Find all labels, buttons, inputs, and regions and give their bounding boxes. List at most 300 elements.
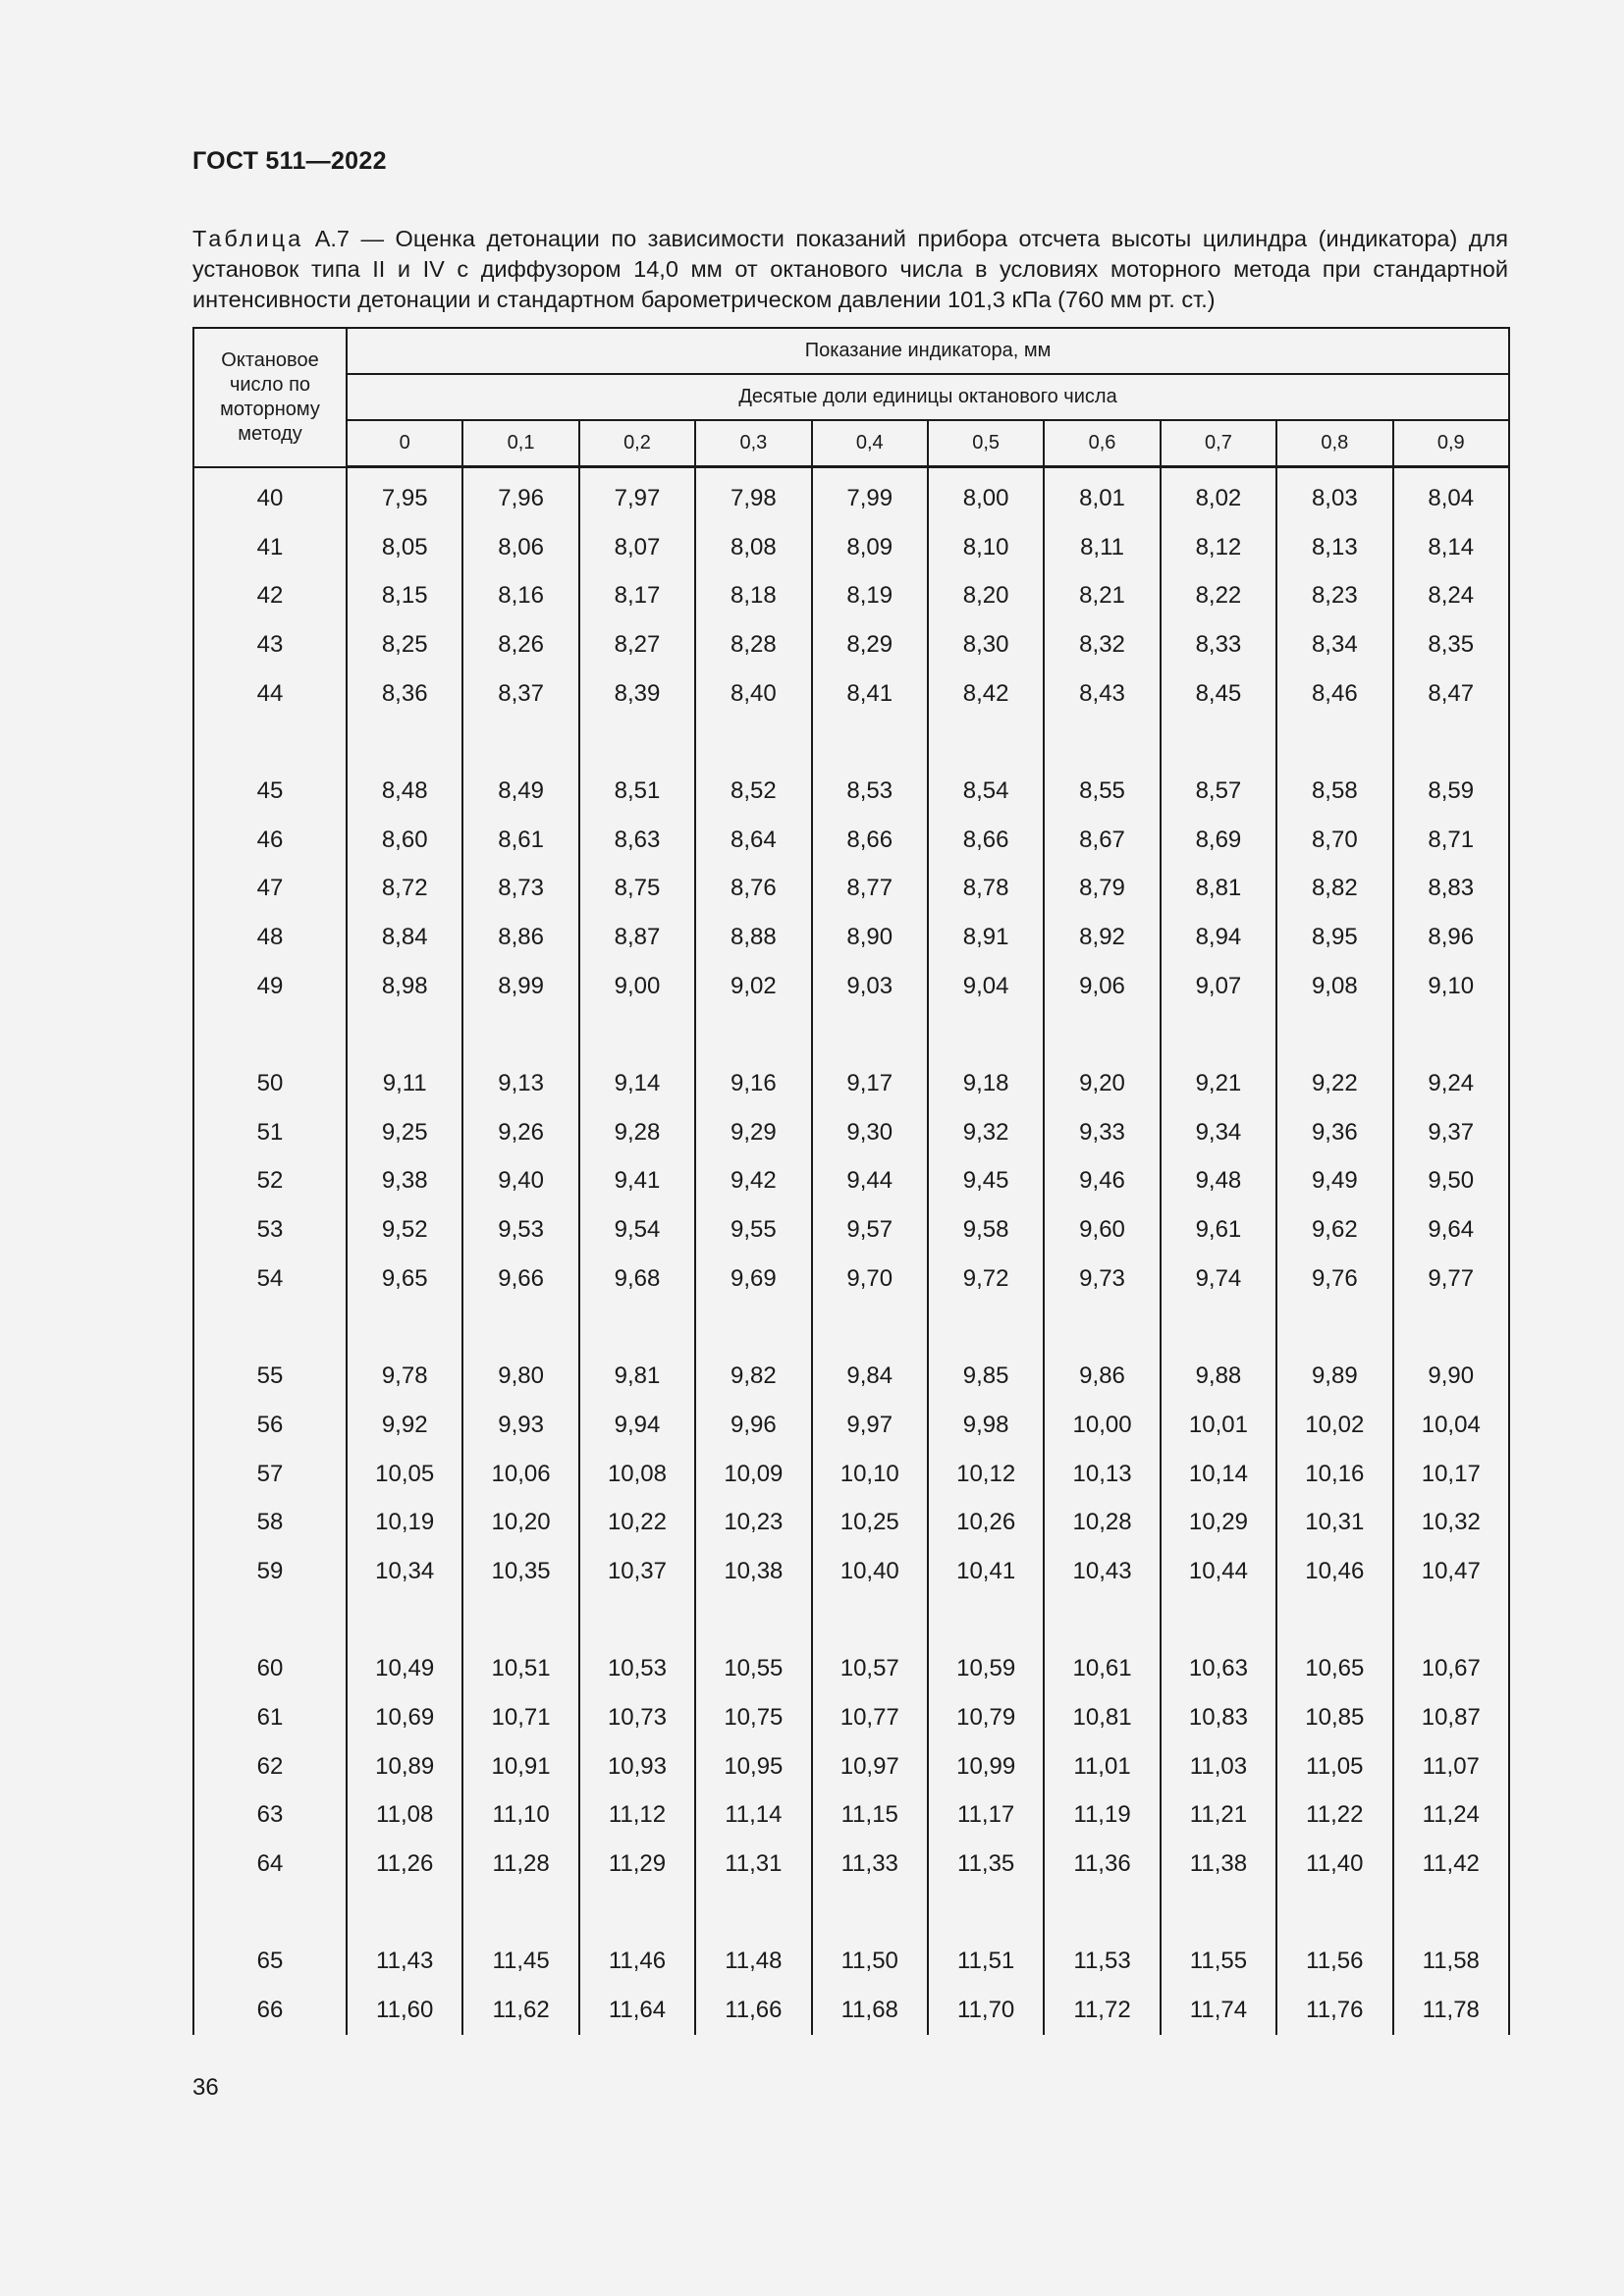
indicator-value-cell: 10,51 <box>462 1645 578 1694</box>
indicator-value-cell: 8,01 <box>1044 467 1160 523</box>
indicator-value-cell: 8,26 <box>462 620 578 669</box>
indicator-value-cell: 10,69 <box>347 1693 462 1742</box>
indicator-value-cell: 8,54 <box>928 767 1044 816</box>
indicator-value-cell: 8,11 <box>1044 523 1160 572</box>
octane-number-cell: 65 <box>193 1938 347 1987</box>
group-spacer-row <box>193 1596 1509 1645</box>
indicator-value-cell: 8,32 <box>1044 620 1160 669</box>
indicator-value-cell: 9,85 <box>928 1352 1044 1401</box>
indicator-value-cell: 8,05 <box>347 523 462 572</box>
table-row <box>193 669 1509 719</box>
indicator-value-cell: 9,64 <box>1393 1205 1510 1255</box>
indicator-value-cell: 8,41 <box>812 669 928 719</box>
indicator-value-cell: 9,53 <box>462 1205 578 1255</box>
indicator-value-cell: 9,18 <box>928 1059 1044 1108</box>
column-header: 0,4 <box>812 420 928 467</box>
indicator-value-cell: 8,42 <box>928 669 1044 719</box>
indicator-value-cell: 8,98 <box>347 962 462 1011</box>
indicator-value-cell: 8,88 <box>695 913 811 962</box>
indicator-value-cell: 9,82 <box>695 1352 811 1401</box>
indicator-value-cell: 8,60 <box>347 816 462 865</box>
indicator-value-cell: 11,24 <box>1393 1791 1510 1841</box>
indicator-value-cell: 9,14 <box>579 1059 695 1108</box>
group-spacer-row <box>193 1011 1509 1060</box>
indicator-value-cell: 11,51 <box>928 1938 1044 1987</box>
indicator-value-cell: 11,17 <box>928 1791 1044 1841</box>
octane-number-cell: 53 <box>193 1205 347 1255</box>
indicator-value-cell: 10,00 <box>1044 1401 1160 1450</box>
octane-number-cell: 48 <box>193 913 347 962</box>
indicator-value-cell: 8,71 <box>1393 816 1510 865</box>
table-row <box>193 767 1509 816</box>
indicator-value-cell: 11,26 <box>347 1840 462 1889</box>
indicator-value-cell: 11,58 <box>1393 1938 1510 1987</box>
table-row <box>193 1157 1509 1206</box>
indicator-value-cell: 10,22 <box>579 1498 695 1547</box>
indicator-value-cell: 8,24 <box>1393 571 1510 620</box>
indicator-value-cell: 11,22 <box>1276 1791 1392 1841</box>
indicator-value-cell: 11,08 <box>347 1791 462 1841</box>
table-row <box>193 865 1509 914</box>
indicator-value-cell: 9,21 <box>1161 1059 1276 1108</box>
octane-number-cell: 63 <box>193 1791 347 1841</box>
column-header: 0 <box>347 420 462 467</box>
indicator-value-cell: 11,29 <box>579 1840 695 1889</box>
indicator-value-cell: 10,09 <box>695 1450 811 1499</box>
indicator-value-cell: 8,59 <box>1393 767 1510 816</box>
indicator-value-cell: 8,91 <box>928 913 1044 962</box>
indicator-value-cell: 9,29 <box>695 1108 811 1157</box>
indicator-value-cell: 8,87 <box>579 913 695 962</box>
indicator-value-cell: 10,63 <box>1161 1645 1276 1694</box>
indicator-value-cell: 10,81 <box>1044 1693 1160 1742</box>
indicator-value-cell: 8,09 <box>812 523 928 572</box>
indicator-value-cell: 8,82 <box>1276 865 1392 914</box>
indicator-value-cell: 10,35 <box>462 1547 578 1596</box>
indicator-value-cell: 8,64 <box>695 816 811 865</box>
page-number: 36 <box>192 2074 219 2101</box>
indicator-value-cell: 7,96 <box>462 467 578 523</box>
indicator-value-cell: 9,62 <box>1276 1205 1392 1255</box>
indicator-value-cell: 9,57 <box>812 1205 928 1255</box>
indicator-value-cell: 11,45 <box>462 1938 578 1987</box>
indicator-value-cell: 8,21 <box>1044 571 1160 620</box>
indicator-value-cell: 9,78 <box>347 1352 462 1401</box>
indicator-value-cell: 9,69 <box>695 1255 811 1304</box>
octane-number-cell: 46 <box>193 816 347 865</box>
indicator-value-cell: 11,33 <box>812 1840 928 1889</box>
indicator-value-cell: 11,12 <box>579 1791 695 1841</box>
column-header: 0,7 <box>1161 420 1276 467</box>
indicator-value-cell: 9,07 <box>1161 962 1276 1011</box>
indicator-value-cell: 9,02 <box>695 962 811 1011</box>
indicator-value-cell: 11,21 <box>1161 1791 1276 1841</box>
indicator-value-cell: 8,70 <box>1276 816 1392 865</box>
table-row <box>193 1693 1509 1742</box>
indicator-value-cell: 8,04 <box>1393 467 1510 523</box>
indicator-value-cell: 8,53 <box>812 767 928 816</box>
indicator-value-cell: 9,42 <box>695 1157 811 1206</box>
indicator-value-cell: 10,26 <box>928 1498 1044 1547</box>
indicator-value-cell: 10,29 <box>1161 1498 1276 1547</box>
table-row <box>193 1986 1509 2035</box>
indicator-value-cell: 9,11 <box>347 1059 462 1108</box>
indicator-reading-header: Показание индикатора, мм <box>347 328 1509 374</box>
column-header: 0,3 <box>695 420 811 467</box>
indicator-value-cell: 8,36 <box>347 669 462 719</box>
indicator-value-cell: 8,03 <box>1276 467 1392 523</box>
indicator-value-cell: 9,73 <box>1044 1255 1160 1304</box>
indicator-value-cell: 7,97 <box>579 467 695 523</box>
table-row <box>193 571 1509 620</box>
indicator-value-cell: 8,67 <box>1044 816 1160 865</box>
indicator-value-cell: 9,37 <box>1393 1108 1510 1157</box>
table-row <box>193 913 1509 962</box>
table-row <box>193 1450 1509 1499</box>
indicator-value-cell: 8,25 <box>347 620 462 669</box>
indicator-value-cell: 9,68 <box>579 1255 695 1304</box>
indicator-value-cell: 10,47 <box>1393 1547 1510 1596</box>
indicator-value-cell: 9,40 <box>462 1157 578 1206</box>
indicator-value-cell: 10,13 <box>1044 1450 1160 1499</box>
indicator-value-cell: 8,78 <box>928 865 1044 914</box>
indicator-value-cell: 10,28 <box>1044 1498 1160 1547</box>
indicator-value-cell: 8,15 <box>347 571 462 620</box>
indicator-value-cell: 8,13 <box>1276 523 1392 572</box>
indicator-value-cell: 9,50 <box>1393 1157 1510 1206</box>
indicator-value-cell: 10,05 <box>347 1450 462 1499</box>
indicator-value-cell: 8,12 <box>1161 523 1276 572</box>
indicator-value-cell: 11,55 <box>1161 1938 1276 1987</box>
octane-number-cell: 66 <box>193 1986 347 2035</box>
indicator-value-cell: 8,55 <box>1044 767 1160 816</box>
indicator-value-cell: 9,46 <box>1044 1157 1160 1206</box>
indicator-value-cell: 8,16 <box>462 571 578 620</box>
indicator-value-cell: 11,15 <box>812 1791 928 1841</box>
indicator-value-cell: 9,93 <box>462 1401 578 1450</box>
indicator-value-cell: 11,66 <box>695 1986 811 2035</box>
indicator-value-cell: 11,35 <box>928 1840 1044 1889</box>
octane-number-cell: 61 <box>193 1693 347 1742</box>
column-header: 0,9 <box>1393 420 1510 467</box>
indicator-value-cell: 9,17 <box>812 1059 928 1108</box>
indicator-value-cell: 11,40 <box>1276 1840 1392 1889</box>
indicator-value-cell: 11,60 <box>347 1986 462 2035</box>
indicator-value-cell: 11,74 <box>1161 1986 1276 2035</box>
indicator-value-cell: 11,62 <box>462 1986 578 2035</box>
indicator-value-cell: 9,41 <box>579 1157 695 1206</box>
octane-number-cell: 51 <box>193 1108 347 1157</box>
indicator-value-cell: 8,58 <box>1276 767 1392 816</box>
indicator-value-cell: 8,96 <box>1393 913 1510 962</box>
indicator-value-cell: 8,02 <box>1161 467 1276 523</box>
indicator-value-cell: 8,47 <box>1393 669 1510 719</box>
indicator-value-cell: 10,46 <box>1276 1547 1392 1596</box>
column-header: 0,6 <box>1044 420 1160 467</box>
indicator-value-cell: 9,96 <box>695 1401 811 1450</box>
indicator-value-cell: 10,16 <box>1276 1450 1392 1499</box>
indicator-value-cell: 8,28 <box>695 620 811 669</box>
indicator-value-cell: 11,70 <box>928 1986 1044 2035</box>
indicator-value-cell: 8,49 <box>462 767 578 816</box>
indicator-value-cell: 9,48 <box>1161 1157 1276 1206</box>
indicator-value-cell: 9,36 <box>1276 1108 1392 1157</box>
indicator-value-cell: 11,53 <box>1044 1938 1160 1987</box>
indicator-value-cell: 9,74 <box>1161 1255 1276 1304</box>
indicator-value-cell: 9,80 <box>462 1352 578 1401</box>
octane-number-cell: 57 <box>193 1450 347 1499</box>
indicator-value-cell: 8,23 <box>1276 571 1392 620</box>
indicator-value-cell: 8,30 <box>928 620 1044 669</box>
indicator-value-cell: 11,14 <box>695 1791 811 1841</box>
indicator-value-cell: 10,32 <box>1393 1498 1510 1547</box>
indicator-value-cell: 8,76 <box>695 865 811 914</box>
indicator-value-cell: 9,22 <box>1276 1059 1392 1108</box>
indicator-value-cell: 9,28 <box>579 1108 695 1157</box>
indicator-value-cell: 9,94 <box>579 1401 695 1450</box>
indicator-value-cell: 10,99 <box>928 1742 1044 1791</box>
table-row <box>193 962 1509 1011</box>
table-row <box>193 1059 1509 1108</box>
table-row <box>193 1352 1509 1401</box>
group-spacer-row <box>193 1889 1509 1938</box>
octane-number-header: Октановое число по моторному методу <box>193 328 347 467</box>
indicator-value-cell: 10,49 <box>347 1645 462 1694</box>
indicator-value-cell: 8,33 <box>1161 620 1276 669</box>
indicator-value-cell: 8,22 <box>1161 571 1276 620</box>
octane-number-cell: 55 <box>193 1352 347 1401</box>
indicator-value-cell: 10,59 <box>928 1645 1044 1694</box>
indicator-value-cell: 10,91 <box>462 1742 578 1791</box>
indicator-value-cell: 11,48 <box>695 1938 811 1987</box>
indicator-value-cell: 10,34 <box>347 1547 462 1596</box>
indicator-value-cell: 10,19 <box>347 1498 462 1547</box>
indicator-value-cell: 10,85 <box>1276 1693 1392 1742</box>
indicator-value-cell: 10,37 <box>579 1547 695 1596</box>
indicator-value-cell: 9,00 <box>579 962 695 1011</box>
indicator-value-cell: 8,81 <box>1161 865 1276 914</box>
indicator-value-cell: 9,44 <box>812 1157 928 1206</box>
detonation-table <box>192 327 1510 2035</box>
octane-number-cell: 59 <box>193 1547 347 1596</box>
indicator-value-cell: 10,20 <box>462 1498 578 1547</box>
indicator-value-cell: 9,89 <box>1276 1352 1392 1401</box>
octane-number-cell: 62 <box>193 1742 347 1791</box>
indicator-value-cell: 8,43 <box>1044 669 1160 719</box>
indicator-value-cell: 9,06 <box>1044 962 1160 1011</box>
indicator-value-cell: 9,97 <box>812 1401 928 1450</box>
indicator-value-cell: 8,52 <box>695 767 811 816</box>
table-row <box>193 523 1509 572</box>
octane-number-cell: 47 <box>193 865 347 914</box>
indicator-value-cell: 7,99 <box>812 467 928 523</box>
indicator-value-cell: 10,73 <box>579 1693 695 1742</box>
indicator-value-cell: 8,95 <box>1276 913 1392 962</box>
indicator-value-cell: 9,25 <box>347 1108 462 1157</box>
table-row <box>193 1840 1509 1889</box>
indicator-value-cell: 10,61 <box>1044 1645 1160 1694</box>
indicator-value-cell: 8,79 <box>1044 865 1160 914</box>
indicator-value-cell: 10,57 <box>812 1645 928 1694</box>
indicator-value-cell: 9,60 <box>1044 1205 1160 1255</box>
indicator-value-cell: 8,19 <box>812 571 928 620</box>
indicator-value-cell: 8,73 <box>462 865 578 914</box>
indicator-value-cell: 9,03 <box>812 962 928 1011</box>
indicator-value-cell: 8,17 <box>579 571 695 620</box>
indicator-value-cell: 9,77 <box>1393 1255 1510 1304</box>
octane-number-cell: 52 <box>193 1157 347 1206</box>
octane-number-cell: 60 <box>193 1645 347 1694</box>
indicator-value-cell: 11,07 <box>1393 1742 1510 1791</box>
indicator-value-cell: 9,66 <box>462 1255 578 1304</box>
indicator-value-cell: 8,51 <box>579 767 695 816</box>
column-header: 0,5 <box>928 420 1044 467</box>
indicator-value-cell: 10,14 <box>1161 1450 1276 1499</box>
indicator-value-cell: 10,17 <box>1393 1450 1510 1499</box>
indicator-value-cell: 10,40 <box>812 1547 928 1596</box>
indicator-value-cell: 9,13 <box>462 1059 578 1108</box>
indicator-value-cell: 10,25 <box>812 1498 928 1547</box>
table-row <box>193 1547 1509 1596</box>
indicator-value-cell: 9,49 <box>1276 1157 1392 1206</box>
indicator-value-cell: 8,92 <box>1044 913 1160 962</box>
indicator-value-cell: 9,08 <box>1276 962 1392 1011</box>
indicator-value-cell: 8,61 <box>462 816 578 865</box>
indicator-value-cell: 8,06 <box>462 523 578 572</box>
indicator-value-cell: 10,04 <box>1393 1401 1510 1450</box>
octane-number-cell: 64 <box>193 1840 347 1889</box>
indicator-value-cell: 11,19 <box>1044 1791 1160 1841</box>
table-row <box>193 1205 1509 1255</box>
indicator-value-cell: 10,43 <box>1044 1547 1160 1596</box>
indicator-value-cell: 10,06 <box>462 1450 578 1499</box>
indicator-value-cell: 9,65 <box>347 1255 462 1304</box>
indicator-value-cell: 9,38 <box>347 1157 462 1206</box>
indicator-value-cell: 9,58 <box>928 1205 1044 1255</box>
indicator-value-cell: 8,40 <box>695 669 811 719</box>
table-row <box>193 1645 1509 1694</box>
table-row <box>193 1498 1509 1547</box>
indicator-value-cell: 8,63 <box>579 816 695 865</box>
octane-number-cell: 45 <box>193 767 347 816</box>
indicator-value-cell: 8,66 <box>812 816 928 865</box>
indicator-value-cell: 8,20 <box>928 571 1044 620</box>
indicator-value-cell: 10,23 <box>695 1498 811 1547</box>
octane-number-cell: 40 <box>193 467 347 523</box>
indicator-value-cell: 8,75 <box>579 865 695 914</box>
indicator-value-cell: 8,83 <box>1393 865 1510 914</box>
indicator-value-cell: 9,26 <box>462 1108 578 1157</box>
octane-number-cell: 49 <box>193 962 347 1011</box>
indicator-value-cell: 11,43 <box>347 1938 462 1987</box>
indicator-value-cell: 9,24 <box>1393 1059 1510 1108</box>
octane-number-cell: 41 <box>193 523 347 572</box>
octane-number-cell: 42 <box>193 571 347 620</box>
indicator-value-cell: 10,89 <box>347 1742 462 1791</box>
indicator-value-cell: 9,98 <box>928 1401 1044 1450</box>
indicator-value-cell: 9,86 <box>1044 1352 1160 1401</box>
indicator-value-cell: 10,79 <box>928 1693 1044 1742</box>
column-header: 0,2 <box>579 420 695 467</box>
octane-number-cell: 50 <box>193 1059 347 1108</box>
indicator-value-cell: 10,55 <box>695 1645 811 1694</box>
table-row <box>193 1401 1509 1450</box>
indicator-value-cell: 8,57 <box>1161 767 1276 816</box>
indicator-value-cell: 11,42 <box>1393 1840 1510 1889</box>
column-header: 0,1 <box>462 420 578 467</box>
octane-number-cell: 56 <box>193 1401 347 1450</box>
column-header: 0,8 <box>1276 420 1392 467</box>
indicator-value-cell: 9,76 <box>1276 1255 1392 1304</box>
indicator-value-cell: 10,01 <box>1161 1401 1276 1450</box>
indicator-value-cell: 9,81 <box>579 1352 695 1401</box>
indicator-value-cell: 11,72 <box>1044 1986 1160 2035</box>
indicator-value-cell: 10,67 <box>1393 1645 1510 1694</box>
table-row <box>193 1108 1509 1157</box>
indicator-value-cell: 8,77 <box>812 865 928 914</box>
indicator-value-cell: 8,84 <box>347 913 462 962</box>
table-row <box>193 1791 1509 1841</box>
indicator-value-cell: 9,88 <box>1161 1352 1276 1401</box>
indicator-value-cell: 8,69 <box>1161 816 1276 865</box>
indicator-value-cell: 9,55 <box>695 1205 811 1255</box>
indicator-value-cell: 10,83 <box>1161 1693 1276 1742</box>
indicator-value-cell: 9,61 <box>1161 1205 1276 1255</box>
indicator-value-cell: 8,29 <box>812 620 928 669</box>
indicator-value-cell: 10,38 <box>695 1547 811 1596</box>
indicator-value-cell: 9,33 <box>1044 1108 1160 1157</box>
indicator-value-cell: 10,95 <box>695 1742 811 1791</box>
indicator-value-cell: 9,10 <box>1393 962 1510 1011</box>
indicator-value-cell: 10,65 <box>1276 1645 1392 1694</box>
table-row <box>193 1938 1509 1987</box>
indicator-value-cell: 9,32 <box>928 1108 1044 1157</box>
indicator-value-cell: 11,50 <box>812 1938 928 1987</box>
table-caption <box>192 224 1508 315</box>
indicator-value-cell: 9,20 <box>1044 1059 1160 1108</box>
indicator-value-cell: 11,36 <box>1044 1840 1160 1889</box>
indicator-value-cell: 10,12 <box>928 1450 1044 1499</box>
octane-number-cell: 54 <box>193 1255 347 1304</box>
table-row <box>193 1742 1509 1791</box>
indicator-value-cell: 8,34 <box>1276 620 1392 669</box>
indicator-value-cell: 11,76 <box>1276 1986 1392 2035</box>
indicator-value-cell: 8,07 <box>579 523 695 572</box>
indicator-value-cell: 11,05 <box>1276 1742 1392 1791</box>
indicator-value-cell: 9,04 <box>928 962 1044 1011</box>
indicator-value-cell: 10,75 <box>695 1693 811 1742</box>
indicator-value-cell: 11,68 <box>812 1986 928 2035</box>
indicator-value-cell: 10,71 <box>462 1693 578 1742</box>
indicator-value-cell: 8,10 <box>928 523 1044 572</box>
indicator-value-cell: 10,44 <box>1161 1547 1276 1596</box>
indicator-value-cell: 8,27 <box>579 620 695 669</box>
indicator-value-cell: 8,66 <box>928 816 1044 865</box>
indicator-value-cell: 8,37 <box>462 669 578 719</box>
table-row <box>193 816 1509 865</box>
indicator-value-cell: 10,93 <box>579 1742 695 1791</box>
indicator-value-cell: 9,34 <box>1161 1108 1276 1157</box>
indicator-value-cell: 9,30 <box>812 1108 928 1157</box>
indicator-value-cell: 9,70 <box>812 1255 928 1304</box>
indicator-value-cell: 7,98 <box>695 467 811 523</box>
indicator-value-cell: 9,72 <box>928 1255 1044 1304</box>
indicator-value-cell: 9,45 <box>928 1157 1044 1206</box>
indicator-value-cell: 8,39 <box>579 669 695 719</box>
indicator-value-cell: 8,08 <box>695 523 811 572</box>
indicator-value-cell: 10,41 <box>928 1547 1044 1596</box>
indicator-value-cell: 8,48 <box>347 767 462 816</box>
